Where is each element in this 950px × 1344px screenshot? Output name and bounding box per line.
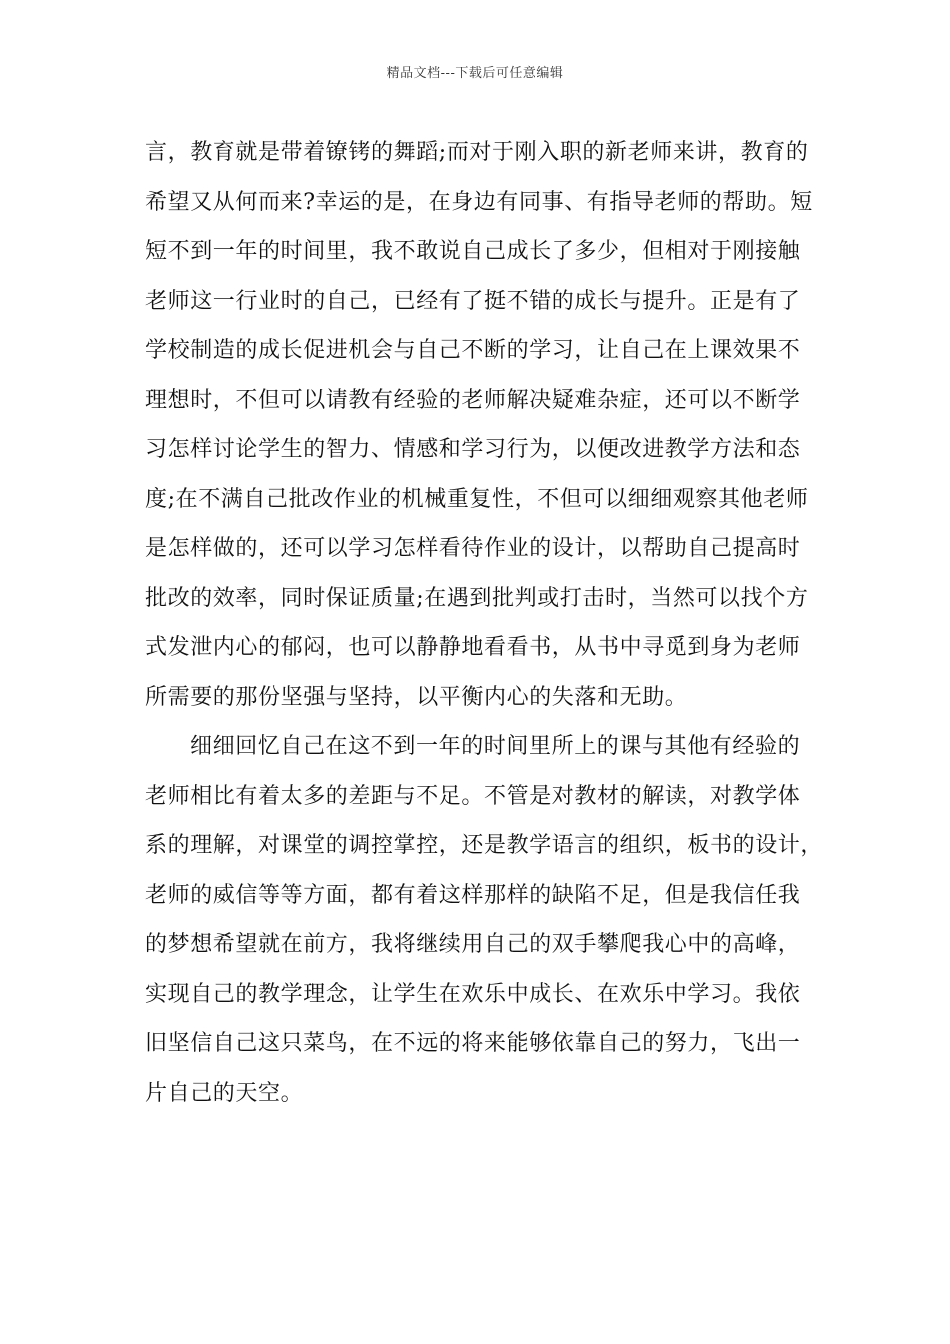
paragraph-line: 片自己的天空。 xyxy=(145,1080,304,1106)
paragraph-line: 实现自己的教学理念，让学生在欢乐中成长、在欢乐中学习。我依 xyxy=(145,981,801,1007)
paragraph-line: 老师相比有着太多的差距与不足。不管是对教材的解读，对教学体 xyxy=(145,783,801,809)
paragraph-line: 的梦想希望就在前方，我将继续用自己的双手攀爬我心中的高峰， xyxy=(145,932,801,957)
document-body xyxy=(145,128,825,1118)
paragraph-line: 学校制造的成长促进机会与自己不断的学习，让自己在上课效果不 xyxy=(145,338,801,363)
page-header: 精品文档---下载后可任意编辑 xyxy=(386,66,564,81)
paragraph-line: 式发泄内心的郁闷，也可以静静地看看书，从书中寻觅到身为老师 xyxy=(145,635,801,660)
paragraph-line: 短不到一年的时间里，我不敢说自己成长了多少，但相对于刚接触 xyxy=(145,239,801,264)
paragraph-line: 习怎样讨论学生的智力、情感和学习行为，以便改进教学方法和态 xyxy=(145,437,801,462)
paragraph-line: 是怎样做的，还可以学习怎样看待作业的设计，以帮助自己提高时 xyxy=(145,536,801,561)
paragraph-line: 系的理解，对课堂的调控掌控，还是教学语言的组织，板书的设计， xyxy=(145,833,824,858)
paragraph-line: 言，教育就是带着镣铐的舞蹈;而对于刚入职的新老师来讲，教育的 xyxy=(145,140,809,165)
paragraph-line: 老师的威信等等方面，都有着这样那样的缺陷不足，但是我信任我 xyxy=(145,882,801,908)
paragraph-line: 希望又从何而来?幸运的是，在身边有同事、有指导老师的帮助。短 xyxy=(145,189,813,215)
paragraph-1 xyxy=(145,128,825,722)
paragraph-line: 旧坚信自己这只菜鸟，在不远的将来能够依靠自己的努力，飞出一 xyxy=(145,1031,801,1056)
paragraph-line: 老师这一行业时的自己，已经有了挺不错的成长与提升。正是有了 xyxy=(145,288,801,314)
paragraph-line: 批改的效率，同时保证质量;在遇到批判或打击时，当然可以找个方 xyxy=(145,585,809,611)
paragraph-2 xyxy=(145,722,825,1118)
paragraph-line: 理想时，不但可以请教有经验的老师解决疑难杂症，还可以不断学 xyxy=(145,387,801,413)
paragraph-line: 细细回忆自己在这不到一年的时间里所上的课与其他有经验的 xyxy=(190,734,801,759)
paragraph-line: 度;在不满自己批改作业的机械重复性，不但可以细细观察其他老师 xyxy=(145,486,809,512)
paragraph-line: 所需要的那份坚强与坚持，以平衡内心的失落和无助。 xyxy=(145,684,688,710)
